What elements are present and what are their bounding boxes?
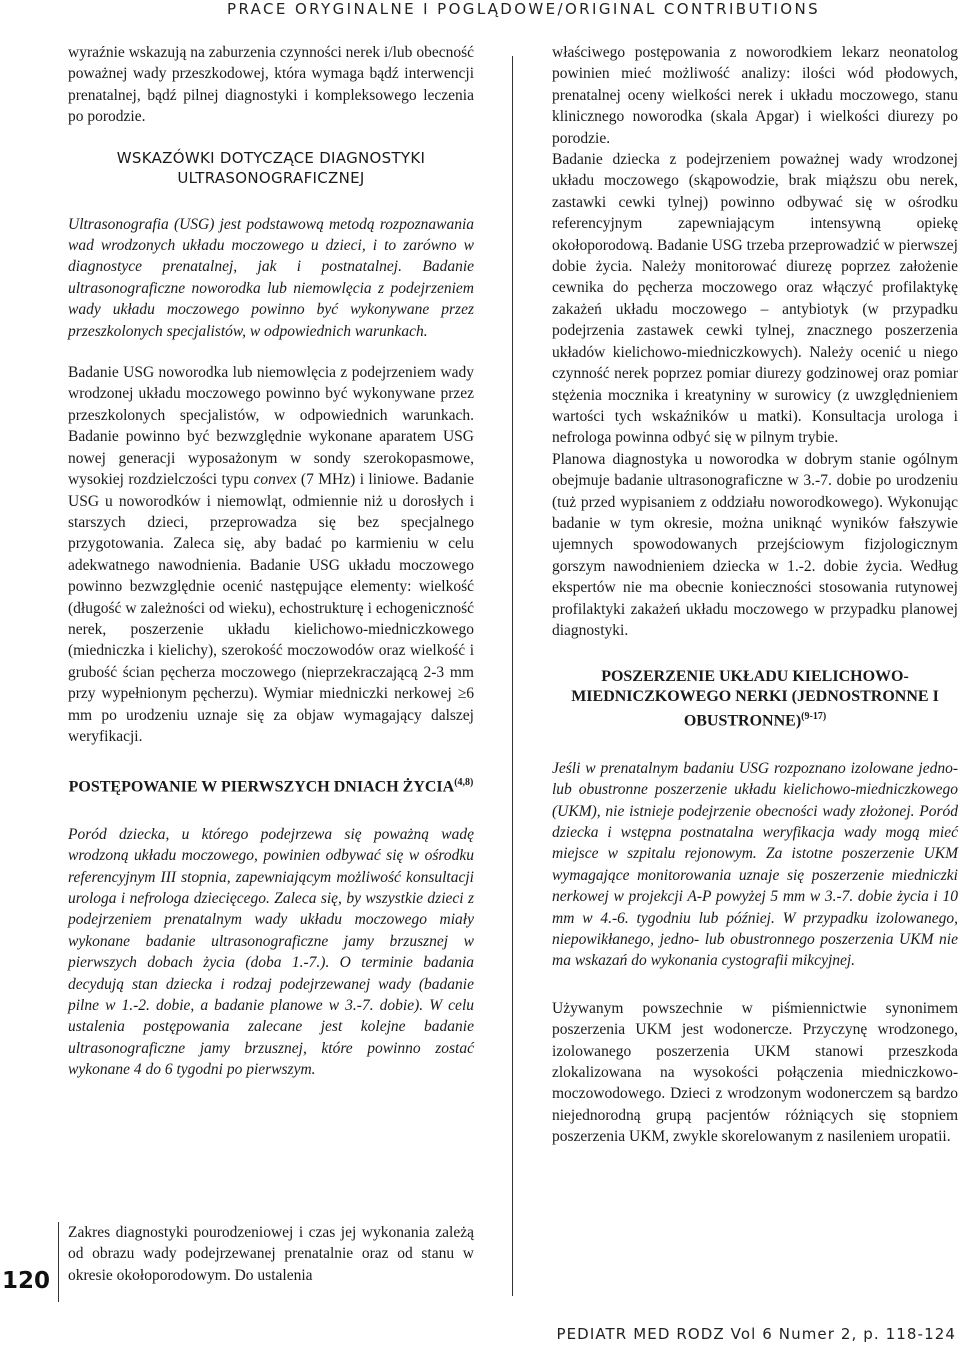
pelvicalyceal-abstract: Jeśli w prenatalnym badaniu USG rozpoznano izolowane jedno- lub obustronne poszerzenie układu kielichowo-miedniczkowego (UKM), nie istnieje podejrzenie obecności wady złożonej. Poród dziecka i wstępna postnatalna weryfikacja wady mogą mieć miejsce w szpitalu rejonowym. Za istotne poszerzenie UKM wymagające monitorowania uznaje się poszerzenie miedniczki nerkowej w projekcji A-P powyżej 5 mm w 3.-7. dobie życia i 10 mm w 4.-6. tygodniu lub później. W przypadku izolowanego, niepowikłanego, jedno- lub obustronnego poszerzenia UKM nie ma wskazań do wykonania cystografii mikcyjnej. <box>552 759 958 970</box>
planned-diagnostics-paragraph: Planowa diagnostyka u noworodka w dobrym stanie ogólnym obejmuje badanie ultrasonograficzne w 3.-7. dobie po urodzeniu (tuż przed wypisaniem z oddziału noworodkowego). Wykonując badanie w tym okresie, można uniknąć wyników fałszywie ujemnych spowodowanych przejściowym fizjologicznym gorszym nawodnieniem dziecka w 1.-2. dobie życia. Według ekspertów nie ma obecnie konieczności stosowania rutynowej profilaktyki zakażeń układu moczowego w przypadku planowej diagnostyki. <box>552 450 958 639</box>
page-number-divider <box>58 1222 59 1302</box>
page-number: 120 <box>1 1268 50 1294</box>
running-header: PRACE ORYGINALNE I POGLĄDOWE/ORIGINAL CONTRIBUTIONS <box>227 0 820 18</box>
ultrasound-body: Badanie USG noworodka lub niemowlęcia z podejrzeniem wady wrodzonej układu moczowego powinno być wykonywane przez przeszkolonych specjalistów, w odpowiednich warunkach. Badanie powinno być bezwzględnie wykonane aparatem USG nowej generacji wyposażonym w sondy szerokopasmowe, wysokiej rozdzielczości typu convex (7 MHz) i liniowe. Badanie USG u noworodków i niemowląt, odmiennie niż u dorosłych i starszych dzieci, przeprowadza się bez specjalnego przygotowania. Zaleca się, aby badać po karmieniu w celu adekwatnego nawodnienia. Badanie USG układu moczowego powinno bezwzględnie ocenić następujące elementy: wielkość (długość w zależności od wieku), echostrukturę i echogeniczność nerek, poszerzenie układu kielichowo-miedniczkowego (miedniczka i kielichy), szerokość moczowodów oraz wielkość i grubość ścian pęcherza moczowego (nieprzekraczającą 2-3 mm przy wypełnionym pęcherzu). Wymiar miedniczki nerkowej ≥6 mm po urodzeniu uznaje się za objaw wymagający dalszej weryfikacji. <box>68 364 474 745</box>
ultrasound-abstract: Ultrasonografia (USG) jest podstawową metodą rozpoznawania wad wrodzonych układu moczowego u dzieci, i to zarówno w diagnostyce prenatalnej, jak i postnatalnej. Badanie ultrasonograficzne noworodka lub niemowlęcia z podejrzeniem wady układu moczowego powinno być wykonywane przez przeszkolonych specjalistów, w odpowiednich warunkach. <box>68 215 474 340</box>
hydronephrosis-paragraph: Używanym powszechnie w piśmiennictwie synonimem poszerzenia UKM jest wodonercze. Przyczynę wrodzonego, izolowanego poszerzenia UKM stanowi przeszkoda zlokalizowana na wysokości połączenia miedniczkowo-moczowodowego. Dzieci z wrodzonym wodonerczem są bardzo niejednorodną grupą pacjentów różniących się stopniem poszerzenia UKM, zwykle skorelowanym z nasileniem uropatii. <box>552 999 958 1146</box>
left-column <box>68 42 474 1081</box>
section-heading-pelvicalyceal: POSZERZENIE UKŁADU KIELICHOWO-MIEDNICZKOWEGO NERKI (JEDNOSTRONNE I OBUSTRONNE)$^{(9-17)}$ <box>571 668 939 730</box>
first-days-abstract: Poród dziecka, u którego podejrzewa się poważną wadę wrodzoną układu moczowego, powinien odbywać się w ośrodku referencyjnym III stopnia, zapewniającym możliwość konsultacji urologa i nefrologa dziecięcego. Zaleca się, by wszystkie dzieci z podejrzeniem prenatalnym wady układu moczowego miały wykonane badanie ultrasonograficzne jamy brzusznej w pierwszych dobach życia (doba 1.-7.). O terminie badania decydują stan dziecka i rodzaj podejrzewanej wady (badanie pilne w 1.-2. dobie, a badanie planowe w 3.-7. dobie). W celu ustalenia postępowania zalecane jest kolejne badanie ultrasonograficzne jamy brzusznej, które powinno zostać wykonane 4 do 6 tygodni po pierwszym. <box>68 825 474 1079</box>
section-heading-first-days: POSTĘPOWANIE W PIERWSZYCH DNIACH ŻYCIA$^{(4,8)}$ <box>68 777 474 796</box>
journal-footer: PEDIATR MED RODZ Vol 6 Numer 2, p. 118-124 <box>556 1325 956 1343</box>
severe-defect-paragraph: Badanie dziecka z podejrzeniem poważnej wady wrodzonej układu moczowego (skąpowodzie, brak miąższu obu nerek, zastawki cewki tylnej) powinno odbywać się w ośrodku referencyjnym zapewniającym intensywną opiekę okołoporodową. Badanie USG trzeba przeprowadzić w pierwszej dobie życia. Należy monitorować diurezę poprzez założenie cewnika do pęcherza moczowego oraz włączyć profilaktykę zakażeń układu moczowego – antybiotyk (w przypadku podejrzenia zastawek cewki tylnej, znacznego poszerzenia układów kielichowo-miedniczkowych). Należy ocenić u niego czynność nerek poprzez pomiar diurezy godzinowej oraz pomiar stężenia mocznika i kreatyniny w surowicy (z uwzględnieniem wartości tych wskaźników u matki). Konsultacja urologa i nefrologa powinna odbyć się w pilnym trybie. <box>552 151 958 447</box>
neonatologist-paragraph: właściwego postępowania z noworodkiem lekarz neonatolog powinien mieć możliwość analizy: ilości wód płodowych, prenatalnej oceny wielkości nerek i układu moczowego, stanu klinicznego noworodka (skala Apgar) i wielkości diurezy po porodzie. <box>552 44 958 147</box>
intro-paragraph: wyraźnie wskazują na zaburzenia czynności nerek i/lub obecność poważnej wady przeszkodowej, która wymaga bądź interwencji prenatalnej, bądź pilnej diagnostyki i kompleksowego leczenia po porodzie. <box>68 44 474 126</box>
first-days-body: Zakres diagnostyki pourodzeniowej i czas jej wykonania zależą od obrazu wady podejrzewanej prenatalnie oraz od stanu w okresie okołoporodowym. Do ustalenia <box>68 1224 474 1284</box>
right-column <box>552 42 958 1148</box>
section-heading-ultrasound: WSKAZÓWKI DOTYCZĄCE DIAGNOSTYKI ULTRASONOGRAFICZNEJ <box>116 148 426 187</box>
column-divider <box>512 56 513 1296</box>
